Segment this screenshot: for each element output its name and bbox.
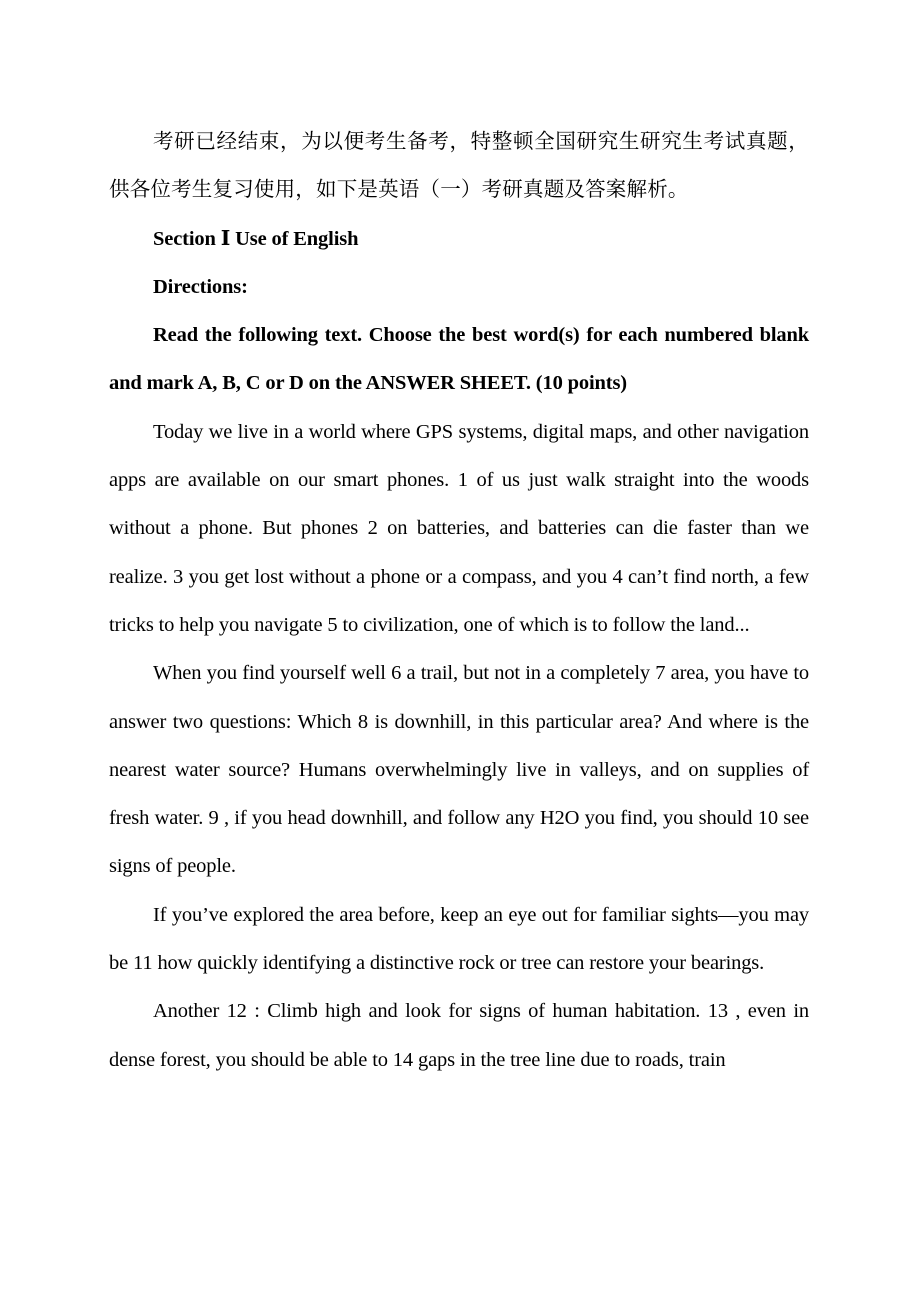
section-title: Section Ⅰ Use of English <box>153 227 359 250</box>
directions-text: Read the following text. Choose the best word(s) for each numbered blank and mark A, B, C or D on the ANSWER SHEET. (10 points) <box>109 324 809 395</box>
directions-label: Directions: <box>153 275 248 298</box>
passage-paragraph-4: Another 12 : Climb high and look for signs of human habitation. 13 , even in dense forest, you should be able to 14 gaps in the tree line due to roads, train <box>109 1000 809 1071</box>
passage-paragraph-1: Today we live in a world where GPS systems, digital maps, and other navigation apps are available on our smart phones. 1 of us just walk straight into the woods without a phone. But phones 2 on batteries, and batteries can die faster than we realize. 3 you get lost without a phone or a compass, and you 4 can’t find north, a few tricks to help you navigate 5 to civilization, one of which is to follow the land... <box>109 420 809 636</box>
passage-paragraph-3: If you’ve explored the area before, keep an eye out for familiar sights—you may be 11 how quickly identifying a distinctive rock or tree can restore your bearings. <box>109 903 809 975</box>
intro-paragraph: 考研已经结束，为以便考生备考，特整顿全国研究生研究生考试真题，供各位考生复习使用，如下是英语（一）考研真题及答案解析。 <box>109 131 809 202</box>
document-page <box>109 118 809 1084</box>
passage-paragraph-2: When you find yourself well 6 a trail, but not in a completely 7 area, you have to answer two questions: Which 8 is downhill, in this particular area? And where is the nearest water source? Humans overwhelmingly live in valleys, and on supplies of fresh water. 9 , if you head downhill, and follow any H2O you find, you should 10 see signs of people. <box>109 662 809 878</box>
